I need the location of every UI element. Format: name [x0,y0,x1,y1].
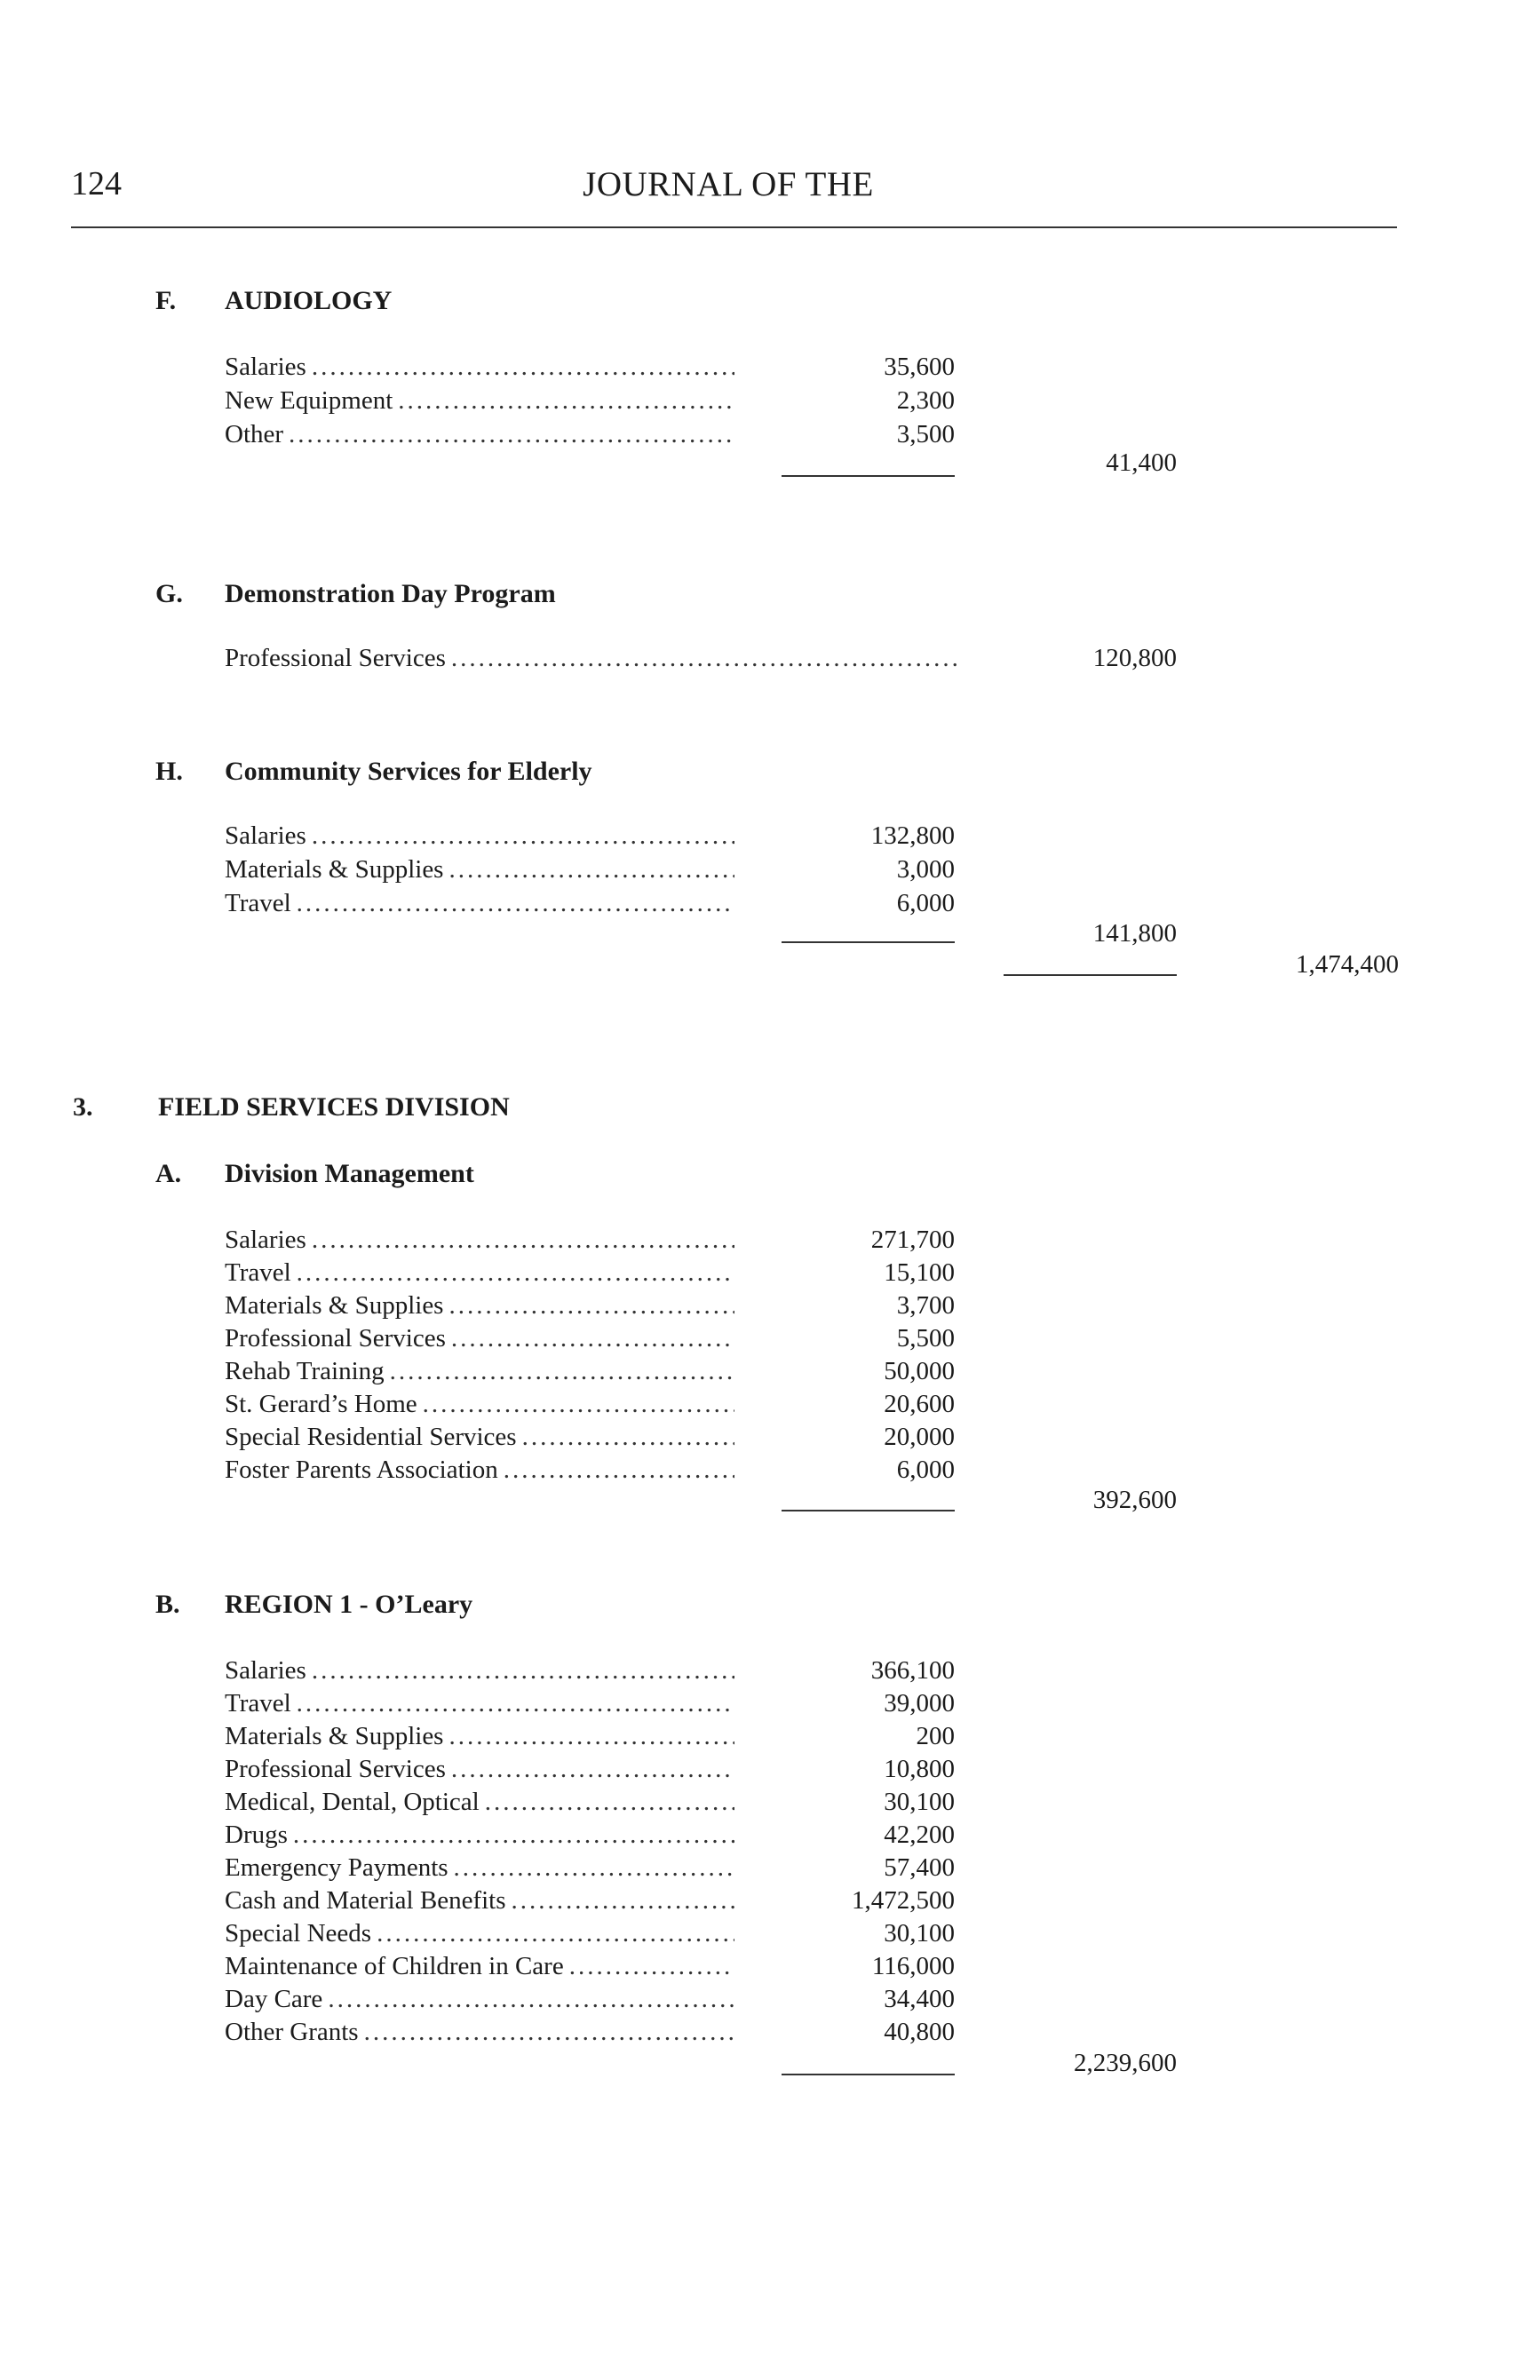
line-item-label: Professional Services [225,1755,446,1783]
line-item-amount: 6,000 [896,1456,955,1484]
line-item [225,353,740,385]
line-item-label: St. Gerard’s Home [225,1390,417,1418]
line-item [225,1423,740,1455]
division-3-number: 3. [73,1092,93,1122]
section-a-heading [155,1159,474,1189]
line-item [225,1291,740,1323]
line-item-label: Salaries [225,1656,306,1685]
section-h-subtotal: 141,800 [1092,919,1177,948]
line-item-amount: 20,600 [884,1390,955,1418]
section-g-title: Demonstration Day Program [225,579,556,608]
line-item-amount: 5,500 [896,1324,955,1353]
line-item-label: New Equipment [225,386,393,415]
dot-leader [312,1226,734,1255]
line-item [225,1722,740,1754]
line-item-label: Medical, Dental, Optical [225,1788,480,1816]
section-h-heading [155,757,592,787]
dot-leader [297,1689,734,1718]
line-item-amount: 30,100 [884,1788,955,1816]
line-item-label: Special Residential Services [225,1423,517,1451]
line-item-amount: 15,100 [884,1258,955,1287]
dot-leader [454,1853,734,1883]
dot-leader [451,1324,734,1353]
line-item-label: Other Grants [225,2018,359,2046]
line-item [225,1985,740,2017]
subtotal-rule [782,1510,955,1511]
line-item-amount: 40,800 [884,2018,955,2046]
line-item [225,1788,740,1820]
division-3-title: FIELD SERVICES DIVISION [158,1092,510,1122]
dot-leader [364,2018,734,2047]
page-title: JOURNAL OF THE [583,165,874,203]
line-item [225,1456,740,1488]
section-f-letter: F. [155,286,177,315]
line-item [225,889,740,921]
dot-leader [423,1390,734,1419]
line-item-label: Salaries [225,353,306,381]
section-b-heading [155,1590,472,1620]
line-item [225,1689,740,1721]
line-item [225,1258,740,1290]
subtotal-rule [782,475,955,477]
line-item-amount: 366,100 [870,1656,955,1685]
dot-leader [293,1821,734,1850]
line-item-label: Materials & Supplies [225,1291,444,1320]
dot-leader [449,1722,734,1751]
section-h-letter: H. [155,757,183,786]
line-item [225,420,740,452]
dot-leader [312,821,734,851]
dot-leader [449,1291,734,1321]
line-item [225,386,740,418]
line-item-amount: 3,700 [896,1291,955,1320]
section-b-title: REGION 1 - O’Leary [225,1590,473,1619]
dot-leader [328,1985,734,2014]
section-a-subtotal: 392,600 [1092,1486,1177,1514]
section-f-title: AUDIOLOGY [225,286,393,315]
section-a-letter: A. [155,1159,182,1188]
line-item-amount: 3,000 [896,855,955,884]
line-item [225,821,740,853]
dot-leader [569,1952,734,1981]
dot-leader [485,1788,734,1817]
line-item-label: Travel [225,1689,291,1718]
line-item [225,1853,740,1885]
line-item [225,1821,740,1852]
line-item-label: Materials & Supplies [225,1722,444,1750]
header-rule [71,226,1397,228]
section-b-letter: B. [155,1590,180,1619]
line-item-label: Salaries [225,821,306,850]
section-g-heading [155,579,556,609]
line-item [225,1656,740,1688]
line-item [225,1226,740,1257]
total-rule [1004,974,1177,976]
dot-leader [451,1755,734,1784]
line-item [225,1919,740,1951]
section-h-title: Community Services for Elderly [225,757,592,786]
dot-leader [312,1656,734,1686]
dot-leader [377,1919,734,1948]
line-item-amount: 132,800 [870,821,955,850]
line-item-amount: 3,500 [896,420,955,448]
line-item-label: Professional Services [225,644,446,672]
dot-leader [312,353,734,382]
dot-leader [451,644,957,673]
line-item-label: Rehab Training [225,1357,385,1385]
line-item-label: Professional Services [225,1324,446,1353]
dot-leader [512,1886,735,1916]
dot-leader [297,889,734,918]
section-f-subtotal: 41,400 [1106,448,1177,477]
line-item-amount: 1,472,500 [852,1886,955,1915]
line-item-amount: 200 [916,1722,955,1750]
line-item [225,1390,740,1422]
line-item [225,855,740,887]
dot-leader [297,1258,734,1288]
section-g-letter: G. [155,579,183,608]
line-item-amount: 50,000 [884,1357,955,1385]
line-item-amount: 120,800 [1092,644,1177,672]
line-item [225,644,962,676]
line-item [225,1357,740,1389]
line-item-label: Cash and Material Benefits [225,1886,506,1915]
section-b-subtotal: 2,239,600 [1074,2049,1177,2077]
line-item-amount: 10,800 [884,1755,955,1783]
line-item-amount: 6,000 [896,889,955,917]
line-item-label: Emergency Payments [225,1853,449,1882]
line-item-label: Foster Parents Association [225,1456,498,1484]
dot-leader [398,386,734,416]
dot-leader [449,855,734,885]
line-item-amount: 42,200 [884,1821,955,1849]
line-item-amount: 35,600 [884,353,955,381]
line-item-label: Travel [225,889,291,917]
dot-leader [522,1423,734,1452]
line-item-label: Materials & Supplies [225,855,444,884]
line-item-label: Drugs [225,1821,288,1849]
dot-leader [289,420,734,449]
subtotal-rule [782,941,955,943]
line-item-amount: 39,000 [884,1689,955,1718]
line-item-amount: 30,100 [884,1919,955,1948]
division-3-heading [73,1092,510,1123]
line-item [225,2018,740,2050]
line-item [225,1886,740,1918]
line-item-label: Other [225,420,284,448]
line-item-label: Maintenance of Children in Care [225,1952,564,1980]
line-item [225,1324,740,1356]
line-item-label: Salaries [225,1226,306,1254]
line-item-label: Travel [225,1258,291,1287]
line-item-amount: 2,300 [896,386,955,415]
line-item [225,1755,740,1787]
line-item-amount: 34,400 [884,1985,955,2013]
division-total: 1,474,400 [1296,950,1399,979]
line-item [225,1952,740,1984]
line-item-amount: 116,000 [871,1952,955,1980]
line-item-label: Day Care [225,1985,323,2013]
section-a-title: Division Management [225,1159,474,1188]
dot-leader [504,1456,734,1485]
line-item-amount: 271,700 [870,1226,955,1254]
line-item-label: Special Needs [225,1919,372,1948]
page-number: 124 [71,165,122,202]
subtotal-rule [782,2074,955,2075]
line-item-amount: 57,400 [884,1853,955,1882]
dot-leader [390,1357,734,1386]
line-item-amount: 20,000 [884,1423,955,1451]
section-f-heading [155,286,392,316]
